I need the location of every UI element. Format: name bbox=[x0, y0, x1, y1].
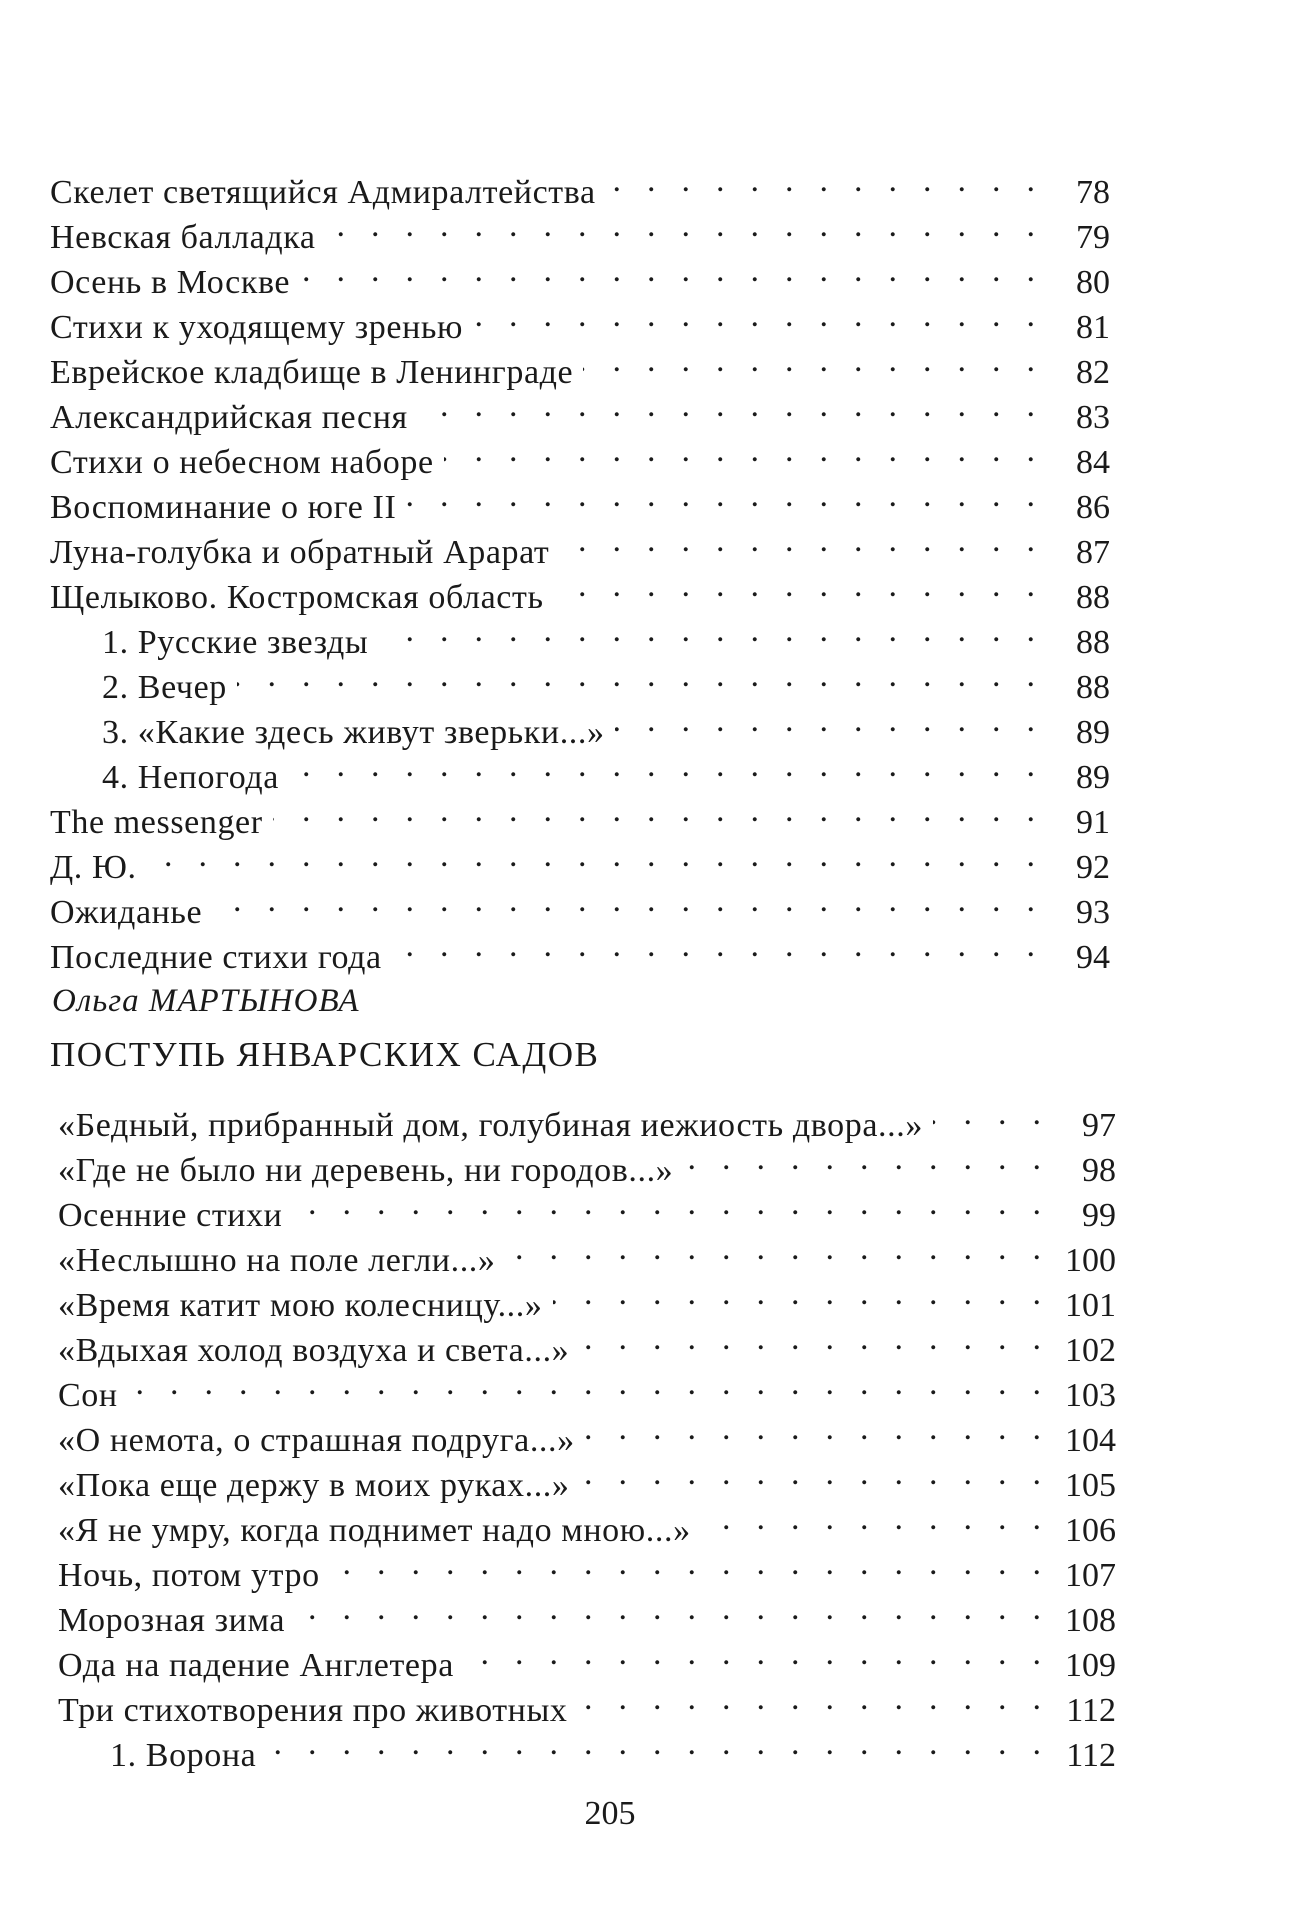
toc-entry-title: Невская балладка bbox=[50, 219, 316, 256]
book-title-heading: ПОСТУПЬ ЯНВАРСКИХ САДОВ bbox=[50, 1035, 600, 1074]
dot-leader bbox=[578, 1676, 1044, 1721]
toc-entry-page: 101 bbox=[1065, 1287, 1116, 1324]
toc-entry-title: Последние стихи года bbox=[50, 939, 382, 976]
dot-leader bbox=[580, 1451, 1044, 1496]
toc-entry-title: 4. Непогода bbox=[102, 759, 279, 796]
toc-entry-page: 104 bbox=[1065, 1422, 1116, 1459]
toc-entry-title: The messenger bbox=[50, 804, 263, 841]
toc-entry-page: 105 bbox=[1065, 1467, 1116, 1504]
toc-entry-page: 97 bbox=[1082, 1107, 1116, 1144]
toc-entry-page: 100 bbox=[1065, 1242, 1116, 1279]
toc-entry-page: 78 bbox=[1076, 174, 1110, 211]
toc-entry-page: 91 bbox=[1076, 804, 1110, 841]
toc-entry-title: Луна-голубка и обратный Арарат bbox=[50, 534, 550, 571]
toc-entry bbox=[58, 1361, 1116, 1414]
toc-entry bbox=[58, 1091, 1116, 1144]
toc-entry-page: 108 bbox=[1065, 1602, 1116, 1639]
dot-leader bbox=[273, 788, 1038, 833]
toc-entry-page: 86 bbox=[1076, 489, 1110, 526]
toc-entry-title: Осенние стихи bbox=[58, 1197, 283, 1234]
toc-entry-title: Александрийская песня bbox=[50, 399, 408, 436]
toc-entry-page: 89 bbox=[1076, 759, 1110, 796]
dot-leader bbox=[289, 743, 1038, 788]
toc-entry-title: 1. Русские звезды bbox=[102, 624, 369, 661]
toc-entry-page: 109 bbox=[1065, 1647, 1116, 1684]
dot-leader bbox=[266, 1721, 1044, 1766]
toc-entry-page: 88 bbox=[1076, 579, 1110, 616]
toc-entry-title: 2. Вечер bbox=[102, 669, 227, 706]
dot-leader bbox=[559, 518, 1038, 563]
toc-entry-page: 80 bbox=[1076, 264, 1110, 301]
toc-entry-page: 93 bbox=[1076, 894, 1110, 931]
dot-leader bbox=[933, 1091, 1044, 1136]
toc-entry bbox=[50, 923, 1110, 976]
toc-entry-page: 84 bbox=[1076, 444, 1110, 481]
toc-entry-page: 82 bbox=[1076, 354, 1110, 391]
dot-leader bbox=[237, 653, 1038, 698]
dot-leader bbox=[683, 1136, 1044, 1181]
dot-leader bbox=[585, 1406, 1044, 1451]
toc-entry-page: 112 bbox=[1066, 1692, 1116, 1729]
toc-entry-page: 83 bbox=[1076, 399, 1110, 436]
toc-entry-page: 107 bbox=[1065, 1557, 1116, 1594]
toc-entry-title: Д. Ю. bbox=[50, 849, 137, 886]
toc-entry bbox=[58, 1406, 1116, 1459]
toc-entry-page: 81 bbox=[1076, 309, 1110, 346]
toc-entry bbox=[50, 158, 1110, 211]
toc-entry-title: Ода на падение Англетера bbox=[58, 1647, 454, 1684]
toc-entry-title: «Где не было ни деревень, ни городов...» bbox=[58, 1152, 674, 1189]
toc-entry-title: «Вдыхая холод воздуха и света...» bbox=[58, 1332, 570, 1369]
toc-entry-page: 106 bbox=[1065, 1512, 1116, 1549]
toc-entry-title: Осень в Москве bbox=[50, 264, 291, 301]
dot-leader bbox=[300, 248, 1038, 293]
toc-entry-page: 92 bbox=[1076, 849, 1110, 886]
toc-entry-page: 98 bbox=[1082, 1152, 1116, 1189]
toc-entry-title: Сон bbox=[58, 1377, 118, 1414]
toc-entry bbox=[50, 833, 1110, 886]
toc-entry-title: 3. «Какие здесь живут зверьки...» bbox=[102, 714, 605, 751]
dot-leader bbox=[292, 1181, 1044, 1226]
toc-entry-page: 94 bbox=[1076, 939, 1110, 976]
toc-entry-page: 88 bbox=[1076, 669, 1110, 706]
author-heading: Ольга МАРТЫНОВА bbox=[52, 983, 360, 1019]
toc-entry-page: 79 bbox=[1076, 219, 1110, 256]
dot-leader bbox=[212, 878, 1038, 923]
toc-entry-title: Ожиданье bbox=[50, 894, 203, 931]
toc-entry-page: 87 bbox=[1076, 534, 1110, 571]
toc-entry-title: Еврейское кладбище в Ленинграде bbox=[50, 354, 574, 391]
toc-entry bbox=[50, 878, 1110, 931]
dot-leader bbox=[464, 1631, 1044, 1676]
dot-leader bbox=[128, 1361, 1044, 1406]
toc-entry-title: 1. Ворона bbox=[110, 1737, 257, 1774]
dot-leader bbox=[701, 1496, 1044, 1541]
dot-leader bbox=[418, 383, 1038, 428]
dot-leader bbox=[579, 1316, 1044, 1361]
toc-entry-title: Стихи о небесном наборе bbox=[50, 444, 434, 481]
toc-entry-title: «Пока еще держу в моих руках...» bbox=[58, 1467, 570, 1504]
toc-entry-title: «Я не умру, когда поднимет надо мною...» bbox=[58, 1512, 691, 1549]
dot-leader bbox=[330, 1541, 1044, 1586]
toc-entry-page: 103 bbox=[1065, 1377, 1116, 1414]
toc-section-2 bbox=[58, 1091, 1116, 1774]
toc-entry-title: «О немота, о страшная подруга...» bbox=[58, 1422, 575, 1459]
dot-leader bbox=[615, 698, 1038, 743]
dot-leader bbox=[406, 473, 1038, 518]
page-number: 205 bbox=[584, 1795, 636, 1832]
dot-leader bbox=[506, 1226, 1045, 1271]
toc-entry-title: Воспоминание о юге II bbox=[50, 489, 397, 526]
toc-entry-title: «Бедный, прибранный дом, голубиная иежиость двора...» bbox=[58, 1107, 923, 1144]
dot-leader bbox=[583, 338, 1038, 383]
toc-entry-page: 89 bbox=[1076, 714, 1110, 751]
dot-leader bbox=[326, 203, 1038, 248]
toc-entry-title: «Время катит мою колесницу...» bbox=[58, 1287, 543, 1324]
dot-leader bbox=[473, 293, 1038, 338]
dot-leader bbox=[554, 563, 1038, 608]
dot-leader bbox=[444, 428, 1038, 473]
toc-entry-title: Морозная зима bbox=[58, 1602, 286, 1639]
toc-entry-title: Скелет светящийся Адмиралтейства bbox=[50, 174, 596, 211]
toc-entry-title: Стихи к уходящему зренью bbox=[50, 309, 463, 346]
toc-entry-title: Ночь, потом утро bbox=[58, 1557, 320, 1594]
dot-leader bbox=[606, 158, 1038, 203]
dot-leader bbox=[147, 833, 1038, 878]
toc-entry-title: Щелыково. Костромская область bbox=[50, 579, 544, 616]
toc-entry-page: 88 bbox=[1076, 624, 1110, 661]
toc-entry-page: 102 bbox=[1065, 1332, 1116, 1369]
dot-leader bbox=[378, 608, 1038, 653]
toc-section-1 bbox=[50, 158, 1110, 976]
dot-leader bbox=[553, 1271, 1045, 1316]
dot-leader bbox=[295, 1586, 1044, 1631]
dot-leader bbox=[392, 923, 1038, 968]
toc-entry-page: 112 bbox=[1066, 1737, 1116, 1774]
toc-entry-title: «Неслышно на поле легли...» bbox=[58, 1242, 496, 1279]
toc-entry-title: Три стихотворения про животных bbox=[58, 1692, 568, 1729]
toc-entry-page: 99 bbox=[1082, 1197, 1116, 1234]
